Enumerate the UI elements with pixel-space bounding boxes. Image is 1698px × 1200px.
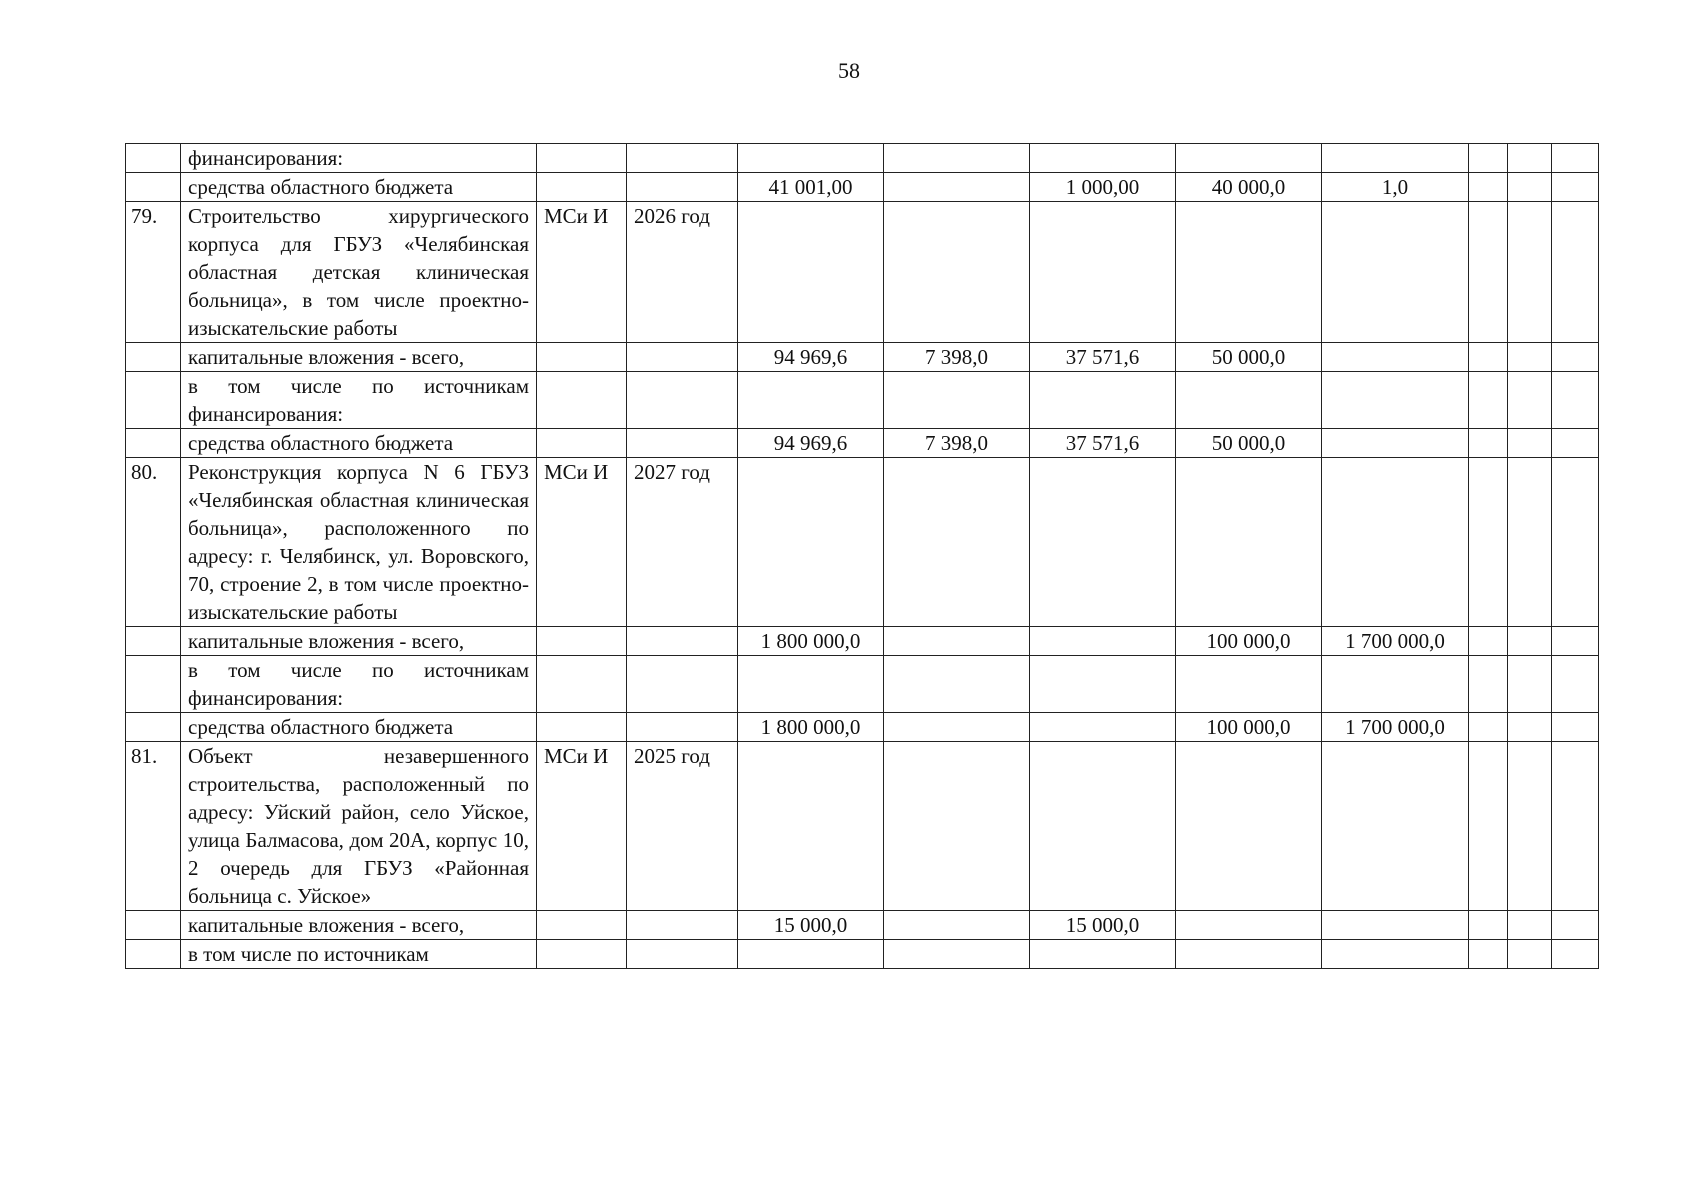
total-value-cell: 1 800 000,0 — [738, 713, 884, 742]
value-cell-2025: 15 000,0 — [1030, 911, 1176, 940]
executor-cell — [537, 372, 627, 429]
total-value-cell: 41 001,00 — [738, 173, 884, 202]
row-name-cell: капитальные вложения - всего, — [181, 343, 537, 372]
extra-cell-3 — [1552, 202, 1599, 343]
total-value-cell — [738, 742, 884, 911]
extra-cell-1 — [1469, 458, 1508, 627]
row-number-cell — [126, 144, 181, 173]
executor-cell — [537, 144, 627, 173]
value-cell-2027 — [1322, 343, 1469, 372]
value-cell-2024 — [884, 144, 1030, 173]
total-value-cell: 1 800 000,0 — [738, 627, 884, 656]
row-name-cell: капитальные вложения - всего, — [181, 911, 537, 940]
total-value-cell: 94 969,6 — [738, 429, 884, 458]
row-name-cell: финансирования: — [181, 144, 537, 173]
year-cell: 2026 год — [627, 202, 738, 343]
table-body — [126, 144, 1599, 969]
value-cell-2026: 100 000,0 — [1176, 627, 1322, 656]
value-cell-2026: 50 000,0 — [1176, 429, 1322, 458]
value-cell-2027 — [1322, 458, 1469, 627]
value-cell-2024: 7 398,0 — [884, 343, 1030, 372]
year-cell — [627, 656, 738, 713]
total-value-cell — [738, 940, 884, 969]
extra-cell-1 — [1469, 940, 1508, 969]
value-cell-2024 — [884, 372, 1030, 429]
value-cell-2026 — [1176, 458, 1322, 627]
value-cell-2024 — [884, 911, 1030, 940]
extra-cell-2 — [1508, 713, 1552, 742]
value-cell-2024 — [884, 458, 1030, 627]
value-cell-2025: 37 571,6 — [1030, 343, 1176, 372]
year-cell — [627, 940, 738, 969]
row-number-cell — [126, 343, 181, 372]
row-number-cell — [126, 372, 181, 429]
extra-cell-1 — [1469, 911, 1508, 940]
row-number-cell: 79. — [126, 202, 181, 343]
table-row — [126, 940, 1599, 969]
executor-cell — [537, 429, 627, 458]
extra-cell-1 — [1469, 429, 1508, 458]
row-number-cell — [126, 656, 181, 713]
object-row — [126, 458, 1599, 627]
total-value-cell: 15 000,0 — [738, 911, 884, 940]
extra-cell-3 — [1552, 372, 1599, 429]
value-cell-2024 — [884, 173, 1030, 202]
extra-cell-2 — [1508, 343, 1552, 372]
row-number-cell — [126, 911, 181, 940]
executor-cell: МСи И — [537, 742, 627, 911]
value-cell-2024: 7 398,0 — [884, 429, 1030, 458]
row-name-cell: Реконструкция корпуса N 6 ГБУЗ «Челябинская областная клиническая больница», расположенного по адресу: г. Челябинск, ул. Воровского, 70, строение 2, в том числе проектно-изыскательские работы — [181, 458, 537, 627]
extra-cell-3 — [1552, 656, 1599, 713]
year-cell — [627, 173, 738, 202]
table-row — [126, 713, 1599, 742]
extra-cell-3 — [1552, 742, 1599, 911]
row-name-cell: Объект незавершенного строительства, расположенный по адресу: Уйский район, село Уйское, улица Балмасова, дом 20А, корпус 10, 2 очередь для ГБУЗ «Районная больница с. Уйское» — [181, 742, 537, 911]
value-cell-2026 — [1176, 656, 1322, 713]
extra-cell-1 — [1469, 173, 1508, 202]
value-cell-2027 — [1322, 372, 1469, 429]
row-name-cell: в том числе по источникам финансирования: — [181, 656, 537, 713]
value-cell-2026 — [1176, 940, 1322, 969]
extra-cell-1 — [1469, 372, 1508, 429]
executor-cell — [537, 173, 627, 202]
table-row — [126, 144, 1599, 173]
year-cell: 2025 год — [627, 742, 738, 911]
executor-cell — [537, 940, 627, 969]
row-name-cell: средства областного бюджета — [181, 429, 537, 458]
value-cell-2027 — [1322, 911, 1469, 940]
total-value-cell — [738, 144, 884, 173]
extra-cell-3 — [1552, 911, 1599, 940]
value-cell-2026 — [1176, 202, 1322, 343]
executor-cell: МСи И — [537, 202, 627, 343]
value-cell-2027 — [1322, 144, 1469, 173]
value-cell-2027 — [1322, 202, 1469, 343]
value-cell-2025 — [1030, 656, 1176, 713]
value-cell-2025 — [1030, 458, 1176, 627]
value-cell-2024 — [884, 627, 1030, 656]
row-name-cell: средства областного бюджета — [181, 713, 537, 742]
table-row — [126, 656, 1599, 713]
value-cell-2025 — [1030, 713, 1176, 742]
value-cell-2027 — [1322, 656, 1469, 713]
table-row — [126, 372, 1599, 429]
extra-cell-2 — [1508, 372, 1552, 429]
extra-cell-1 — [1469, 202, 1508, 343]
value-cell-2026 — [1176, 144, 1322, 173]
row-number-cell: 81. — [126, 742, 181, 911]
extra-cell-3 — [1552, 343, 1599, 372]
table-row — [126, 911, 1599, 940]
executor-cell — [537, 627, 627, 656]
object-row — [126, 742, 1599, 911]
year-cell: 2027 год — [627, 458, 738, 627]
table-row — [126, 429, 1599, 458]
year-cell — [627, 343, 738, 372]
extra-cell-2 — [1508, 940, 1552, 969]
value-cell-2025 — [1030, 742, 1176, 911]
extra-cell-2 — [1508, 656, 1552, 713]
row-name-cell: капитальные вложения - всего, — [181, 627, 537, 656]
table-row — [126, 173, 1599, 202]
extra-cell-3 — [1552, 144, 1599, 173]
value-cell-2025 — [1030, 372, 1176, 429]
extra-cell-3 — [1552, 940, 1599, 969]
value-cell-2026 — [1176, 911, 1322, 940]
row-number-cell — [126, 713, 181, 742]
extra-cell-2 — [1508, 742, 1552, 911]
total-value-cell — [738, 202, 884, 343]
extra-cell-1 — [1469, 713, 1508, 742]
value-cell-2027: 1 700 000,0 — [1322, 627, 1469, 656]
executor-cell — [537, 911, 627, 940]
extra-cell-1 — [1469, 742, 1508, 911]
value-cell-2025 — [1030, 627, 1176, 656]
extra-cell-3 — [1552, 713, 1599, 742]
extra-cell-1 — [1469, 144, 1508, 173]
extra-cell-2 — [1508, 429, 1552, 458]
value-cell-2026 — [1176, 372, 1322, 429]
value-cell-2027 — [1322, 429, 1469, 458]
table-row — [126, 343, 1599, 372]
row-number-cell — [126, 429, 181, 458]
value-cell-2024 — [884, 202, 1030, 343]
row-name-cell: Строительство хирургического корпуса для ГБУЗ «Челябинская областная детская клиническая больница», в том числе проектно-изыскательские работы — [181, 202, 537, 343]
executor-cell — [537, 713, 627, 742]
extra-cell-2 — [1508, 144, 1552, 173]
extra-cell-1 — [1469, 343, 1508, 372]
extra-cell-1 — [1469, 627, 1508, 656]
row-number-cell — [126, 940, 181, 969]
extra-cell-2 — [1508, 911, 1552, 940]
table-row — [126, 627, 1599, 656]
extra-cell-2 — [1508, 458, 1552, 627]
value-cell-2027: 1,0 — [1322, 173, 1469, 202]
value-cell-2024 — [884, 713, 1030, 742]
extra-cell-2 — [1508, 173, 1552, 202]
extra-cell-2 — [1508, 202, 1552, 343]
value-cell-2027 — [1322, 742, 1469, 911]
extra-cell-2 — [1508, 627, 1552, 656]
total-value-cell — [738, 458, 884, 627]
value-cell-2026: 40 000,0 — [1176, 173, 1322, 202]
value-cell-2024 — [884, 940, 1030, 969]
value-cell-2025 — [1030, 202, 1176, 343]
value-cell-2027: 1 700 000,0 — [1322, 713, 1469, 742]
executor-cell — [537, 656, 627, 713]
year-cell — [627, 429, 738, 458]
value-cell-2025 — [1030, 940, 1176, 969]
total-value-cell — [738, 372, 884, 429]
value-cell-2024 — [884, 656, 1030, 713]
year-cell — [627, 911, 738, 940]
total-value-cell: 94 969,6 — [738, 343, 884, 372]
value-cell-2024 — [884, 742, 1030, 911]
row-number-cell — [126, 627, 181, 656]
value-cell-2026: 50 000,0 — [1176, 343, 1322, 372]
value-cell-2025: 1 000,00 — [1030, 173, 1176, 202]
extra-cell-3 — [1552, 429, 1599, 458]
row-number-cell: 80. — [126, 458, 181, 627]
total-value-cell — [738, 656, 884, 713]
page-number: 58 — [838, 58, 860, 83]
value-cell-2026 — [1176, 742, 1322, 911]
extra-cell-3 — [1552, 627, 1599, 656]
investment-objects-table — [125, 143, 1599, 969]
extra-cell-3 — [1552, 173, 1599, 202]
year-cell — [627, 627, 738, 656]
object-row — [126, 202, 1599, 343]
year-cell — [627, 144, 738, 173]
value-cell-2025 — [1030, 144, 1176, 173]
executor-cell — [537, 343, 627, 372]
extra-cell-1 — [1469, 656, 1508, 713]
row-number-cell — [126, 173, 181, 202]
value-cell-2026: 100 000,0 — [1176, 713, 1322, 742]
year-cell — [627, 372, 738, 429]
row-name-cell: в том числе по источникам — [181, 940, 537, 969]
value-cell-2027 — [1322, 940, 1469, 969]
extra-cell-3 — [1552, 458, 1599, 627]
executor-cell: МСи И — [537, 458, 627, 627]
year-cell — [627, 713, 738, 742]
row-name-cell: в том числе по источникам финансирования: — [181, 372, 537, 429]
value-cell-2025: 37 571,6 — [1030, 429, 1176, 458]
row-name-cell: средства областного бюджета — [181, 173, 537, 202]
